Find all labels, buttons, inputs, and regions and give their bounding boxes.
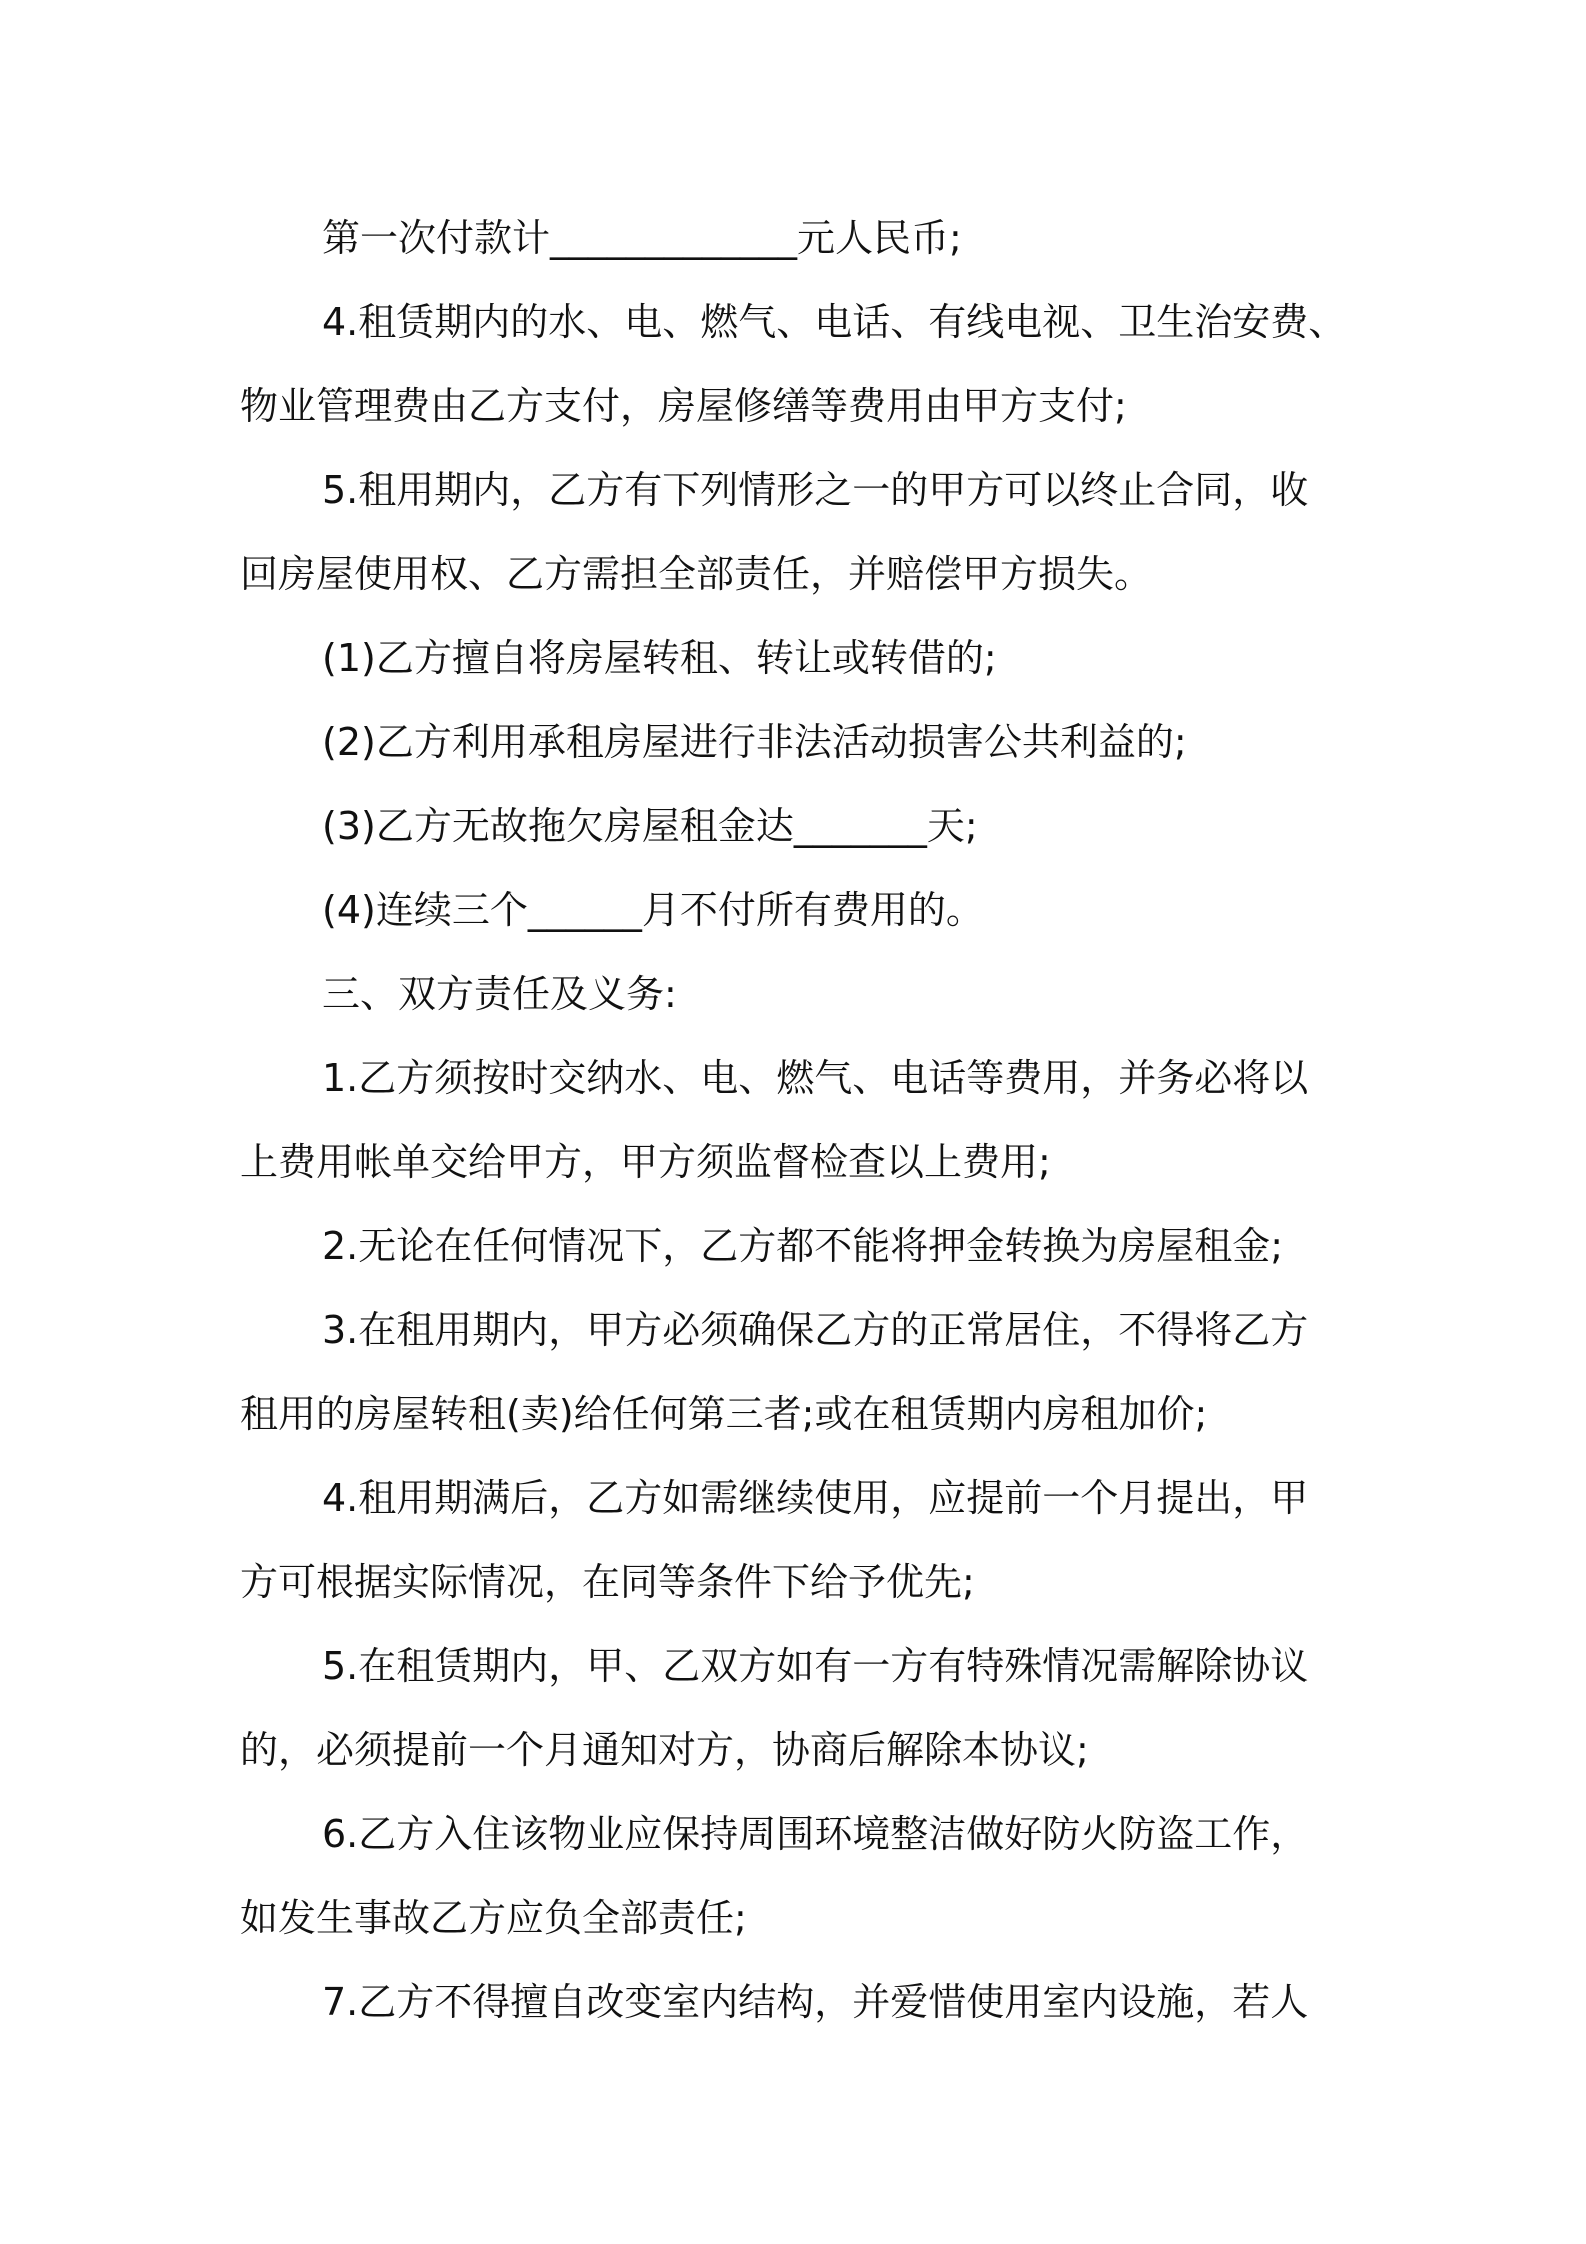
section-heading: 三、双方责任及义务:	[322, 972, 677, 1016]
text-line: 上费用帐单交给甲方，甲方须监督检查以上费用;	[240, 1140, 1051, 1184]
text-line: 第一次付款计_____________元人民币;	[322, 216, 962, 260]
text-line: 7.乙方不得擅自改变室内结构，并爱惜使用室内设施，若人	[322, 1980, 1309, 2024]
text-line: 1.乙方须按时交纳水、电、燃气、电话等费用，并务必将以	[322, 1056, 1309, 1100]
text-line: 5.在租赁期内，甲、乙双方如有一方有特殊情况需解除协议	[322, 1644, 1309, 1688]
text-line: 的，必须提前一个月通知对方，协商后解除本协议;	[240, 1728, 1089, 1772]
text-line: (4)连续三个______月不付所有费用的。	[322, 888, 984, 932]
text-line: (1)乙方擅自将房屋转租、转让或转借的;	[322, 636, 997, 680]
text-line: 方可根据实际情况，在同等条件下给予优先;	[240, 1560, 975, 1604]
text-line: 4.租赁期内的水、电、燃气、电话、有线电视、卫生治安费、	[322, 300, 1347, 344]
text-line: 回房屋使用权、乙方需担全部责任，并赔偿甲方损失。	[240, 552, 1153, 596]
text-line: 2.无论在任何情况下，乙方都不能将押金转换为房屋租金;	[322, 1224, 1284, 1268]
text-line: 4.租用期满后，乙方如需继续使用，应提前一个月提出，甲	[322, 1476, 1309, 1520]
text-line: (3)乙方无故拖欠房屋租金达_______天;	[322, 804, 978, 848]
text-line: 6.乙方入住该物业应保持周围环境整洁做好防火防盗工作，	[322, 1812, 1309, 1856]
text-line: 5.租用期内，乙方有下列情形之一的甲方可以终止合同，收	[322, 468, 1309, 512]
text-line: 如发生事故乙方应负全部责任;	[240, 1896, 747, 1940]
text-line: 3.在租用期内，甲方必须确保乙方的正常居住，不得将乙方	[322, 1308, 1309, 1352]
text-line: (2)乙方利用承租房屋进行非法活动损害公共利益的;	[322, 720, 1187, 764]
document-body	[240, 196, 1355, 2044]
text-line: 物业管理费由乙方支付，房屋修缮等费用由甲方支付;	[240, 384, 1127, 428]
text-line: 租用的房屋转租(卖)给任何第三者;或在租赁期内房租加价;	[240, 1392, 1208, 1436]
